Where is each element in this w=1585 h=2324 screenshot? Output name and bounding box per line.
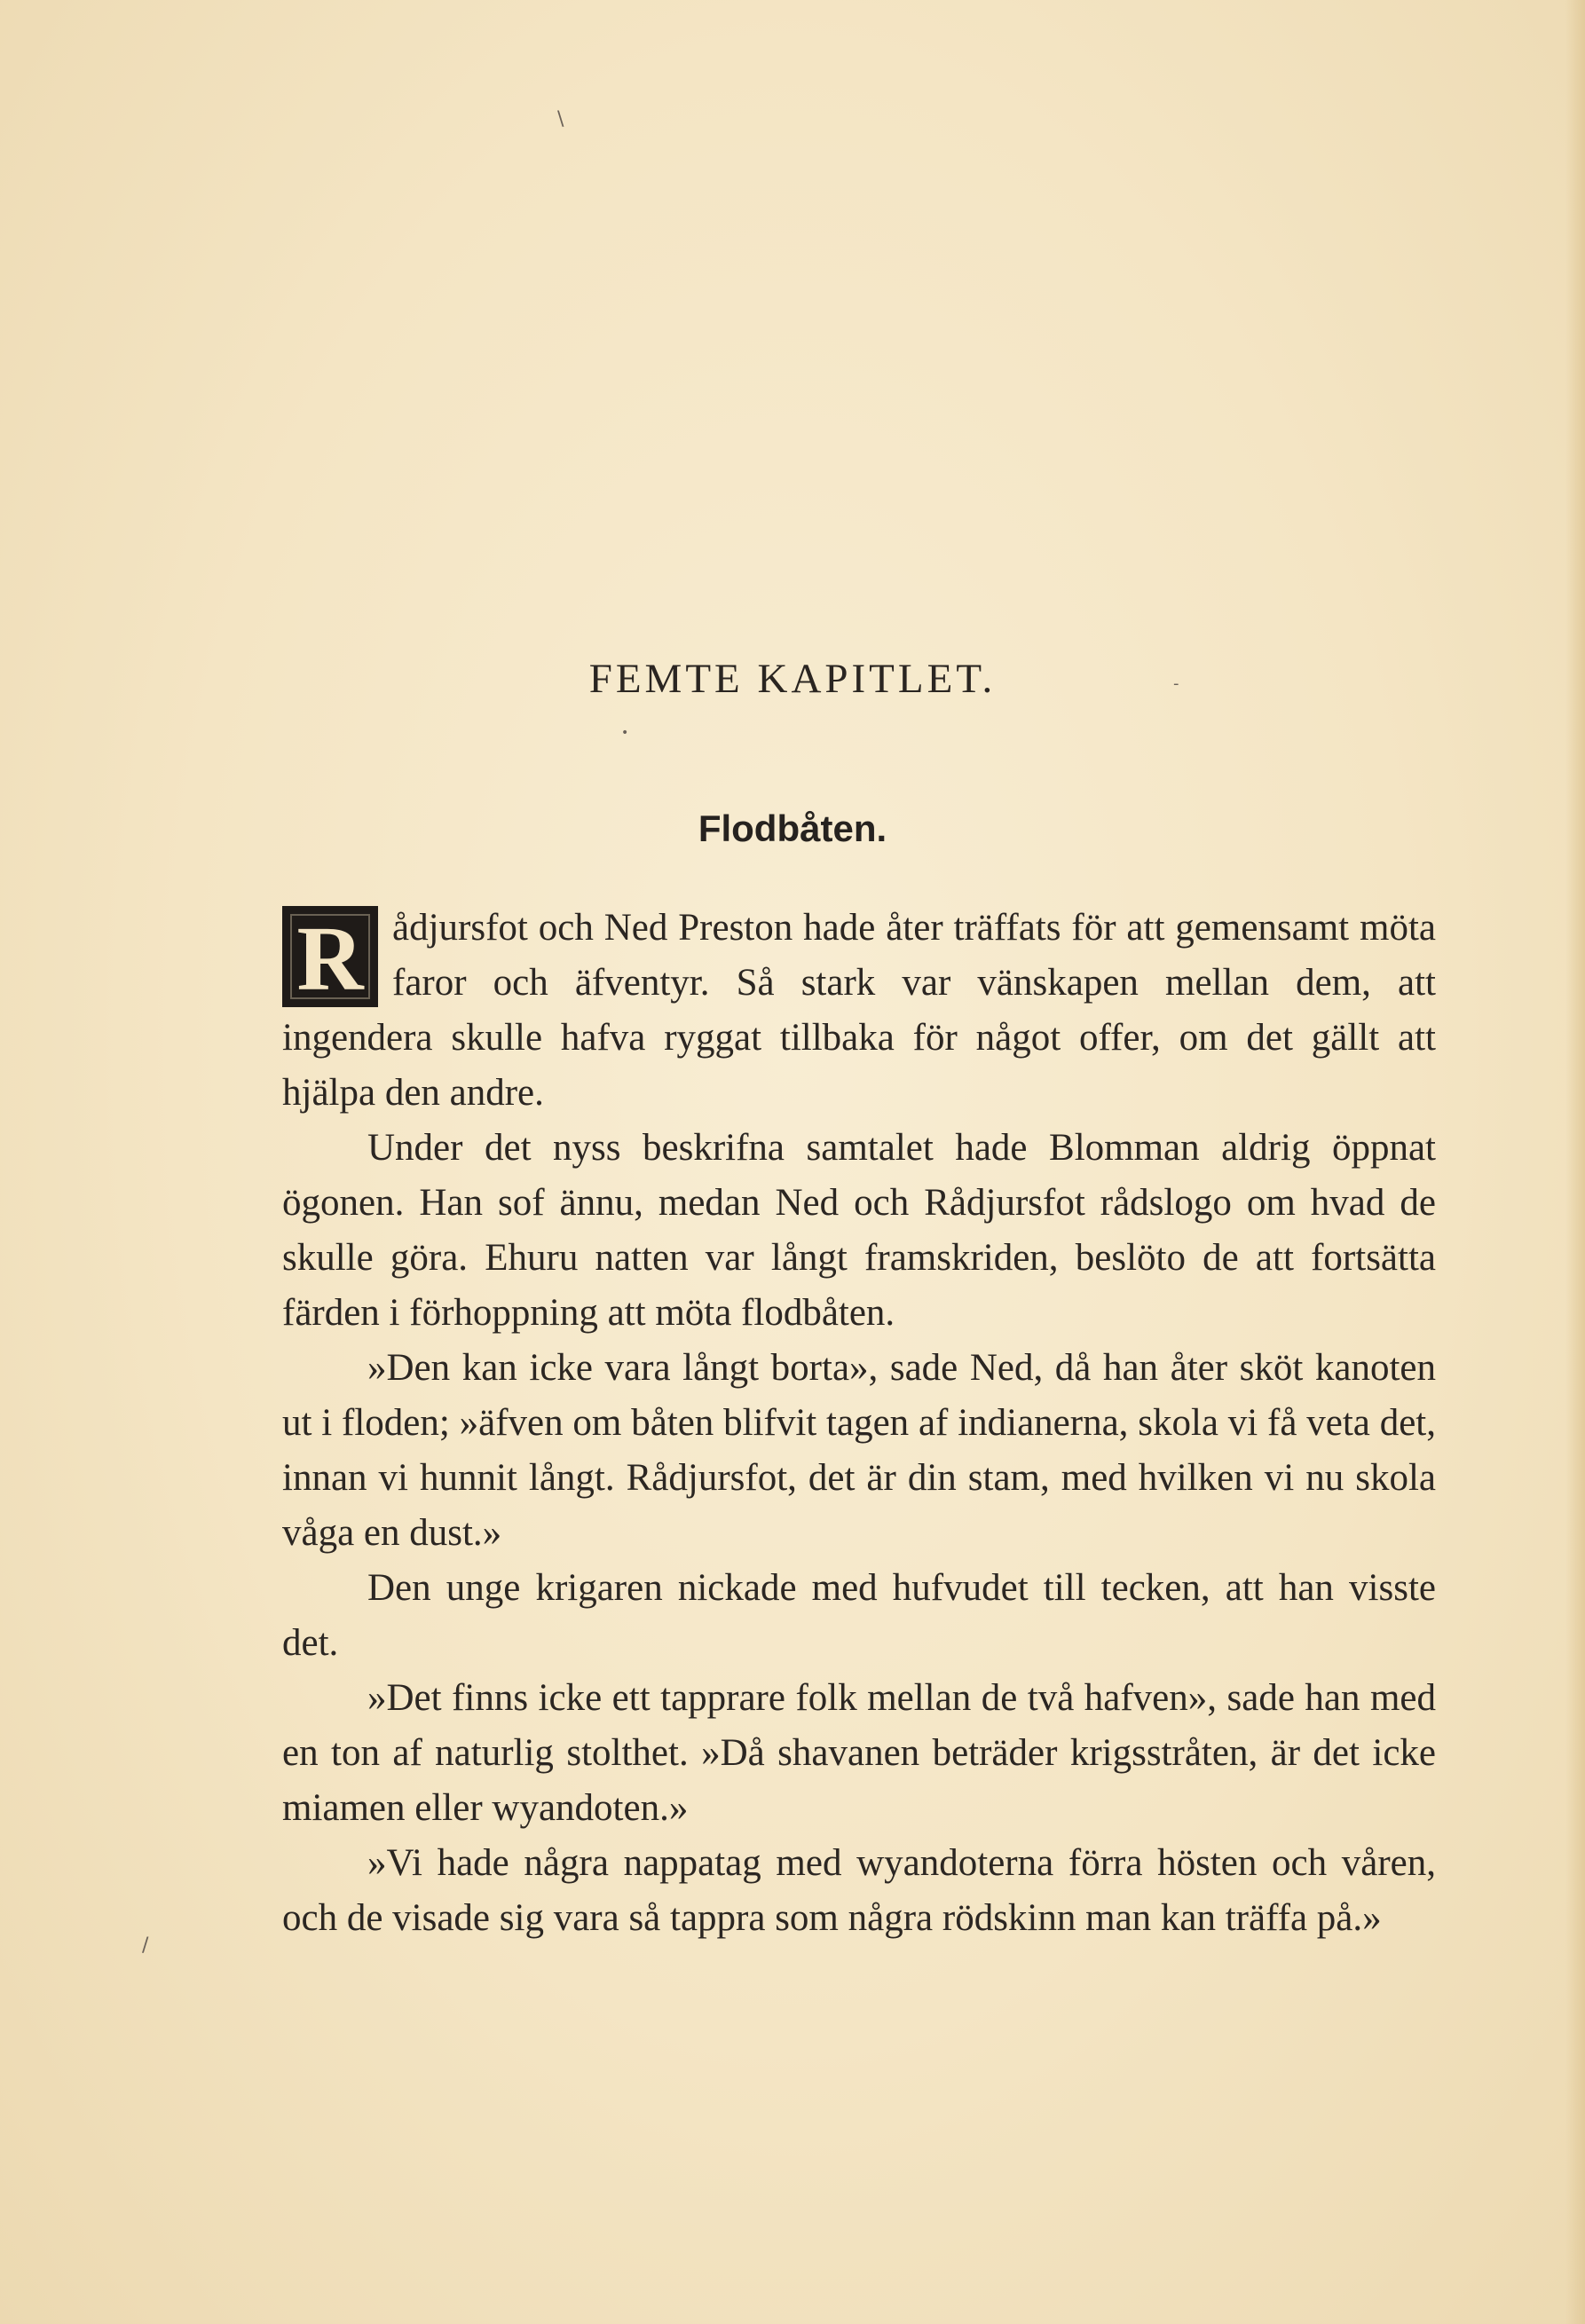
paragraph: »Den kan icke vara långt borta», sade Ned, då han åter sköt kanoten ut i floden; »äfven om båten blifvit tagen af indianerna, skola vi få veta det, innan vi hunnit långt. Rådjursfot, det är din stam, med hvilken vi nu skola våga en dust.» xyxy=(282,1347,1436,1554)
paragraph xyxy=(282,901,1436,1121)
paragraph: »Det finns icke ett tapprare folk mellan de två hafven», sade han med en ton af naturlig stolthet. »Då shavanen beträder krigsstråten, är det icke miamen eller wyandoten.» xyxy=(282,1677,1436,1829)
paragraph: Under det nyss beskrifna samtalet hade Blomman aldrig öppnat ögonen. Han sof ännu, medan Ned och Rådjursfot rådslogo om hvad de skulle göra. Ehuru natten var långt framskriden, beslöto de att fortsätta färden i förhoppning att möta flodbåten. xyxy=(282,1127,1436,1334)
paper-speck: \ xyxy=(557,108,564,130)
paragraph-text: ådjursfot och Ned Preston hade åter träffats för att gemensamt möta faror och äfventyr. Så stark var vänskapen mellan dem, att ingendera skulle hafva ryggat tillbaka för något offer, om det gällt att hjälpa den andre. xyxy=(282,907,1436,1114)
paper-speck: / xyxy=(142,1934,149,1957)
paper-speck: - xyxy=(1173,674,1179,693)
paragraph: »Vi hade några nappatag med wyandoterna förra hösten och våren, och de visade sig vara så tappra som några rödskinn man kan träffa på.» xyxy=(282,1842,1436,1939)
chapter-heading: FEMTE KAPITLET. xyxy=(588,656,997,702)
chapter-body xyxy=(282,901,1436,1946)
paper-speck: • xyxy=(621,726,629,740)
ornamental-initial: R xyxy=(282,906,378,1007)
chapter-title: Flodbåten. xyxy=(698,807,887,849)
page-edge-shadow xyxy=(1565,0,1585,2324)
paragraph: Den unge krigaren nickade med hufvudet till tecken, att han visste det. xyxy=(282,1567,1436,1664)
